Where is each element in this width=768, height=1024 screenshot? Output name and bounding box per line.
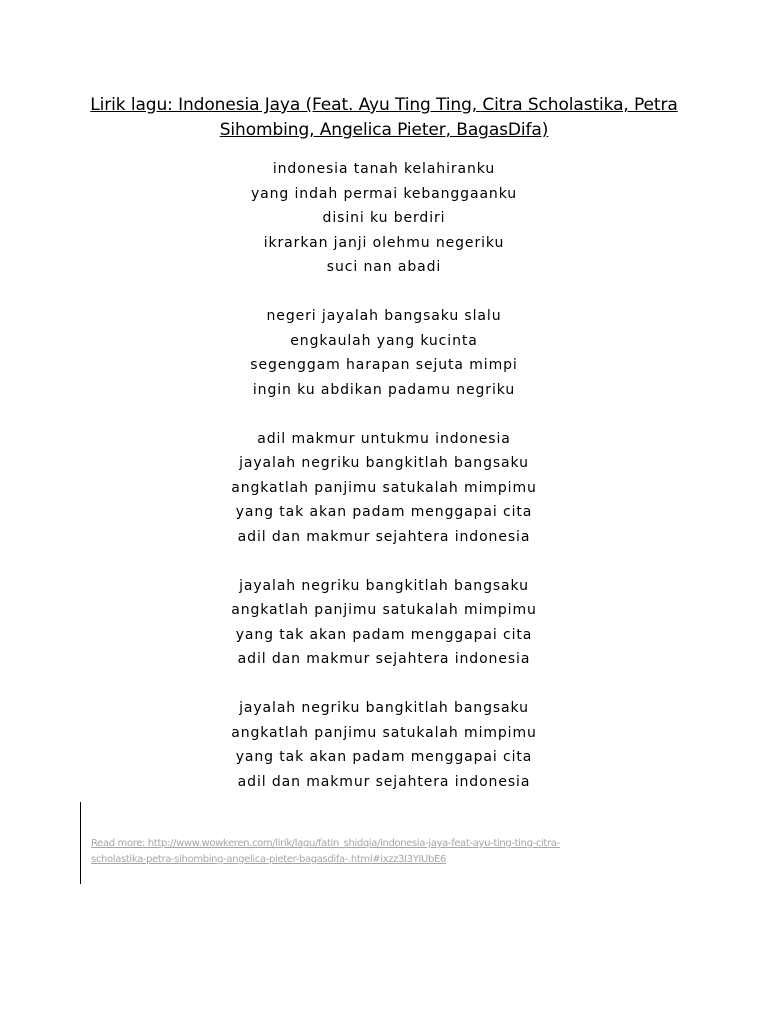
- lyric-line: angkatlah panjimu satukalah mimpimu: [231, 602, 537, 618]
- stanza: [84, 304, 684, 402]
- lyric-line: jayalah negriku bangkitlah bangsaku: [239, 577, 529, 594]
- lyric-line: suci nan abadi: [326, 259, 442, 275]
- lyric-line: negeri jayalah bangsaku slalu: [266, 308, 502, 324]
- lyric-line: yang tak akan padam menggapai cita: [235, 626, 533, 643]
- lyrics-body: [84, 157, 684, 819]
- stanza: [84, 574, 684, 672]
- lyric-line: ingin ku abdikan padamu negriku: [252, 381, 516, 398]
- read-more-line: scholastika-petra-sihombing-angelica-pieter-bagasdifa-.html#ixzz3I3YIUbE6: [91, 854, 446, 865]
- stanza: [84, 427, 684, 550]
- lyric-line: jayalah negriku bangkitlah bangsaku: [239, 455, 529, 471]
- lyric-line: yang tak akan padam menggapai cita: [235, 749, 533, 765]
- lyric-line: adil dan makmur sejahtera indonesia: [237, 651, 531, 667]
- read-more-link[interactable]: [91, 836, 691, 868]
- lyric-line: engkaulah yang kucinta: [290, 332, 478, 349]
- lyric-line: jayalah negriku bangkitlah bangsaku: [239, 700, 529, 716]
- stanza: [84, 696, 684, 794]
- read-more-line: Read more: http://www.wowkeren.com/lirik/lagu/fatin_shidqia/indonesia-jaya-feat-ayu-ting-ting-citra-: [91, 838, 560, 849]
- lyric-line: adil makmur untukmu indonesia: [257, 430, 511, 447]
- lyric-line: indonesia tanah kelahiranku: [272, 161, 496, 177]
- page-title: [60, 93, 708, 143]
- lyric-line: disini ku berdiri: [322, 210, 446, 226]
- lyric-line: angkatlah panjimu satukalah mimpimu: [231, 724, 537, 741]
- lyric-line: ikrarkan janji olehmu negeriku: [263, 234, 505, 251]
- lyric-line: angkatlah panjimu satukalah mimpimu: [231, 479, 537, 496]
- lyric-line: yang indah permai kebanggaanku: [250, 185, 518, 202]
- title-text: Lirik lagu: Indonesia Jaya (Feat. Ayu Ting Ting, Citra Scholastika, Petra Sihombing, Angelica Pieter, BagasDifa): [90, 95, 678, 140]
- lyric-line: adil dan makmur sejahtera indonesia: [237, 773, 531, 790]
- lyric-line: adil dan makmur sejahtera indonesia: [237, 528, 531, 545]
- stanza: [84, 157, 684, 280]
- lyric-line: yang tak akan padam menggapai cita: [235, 504, 533, 520]
- read-more-block: [80, 802, 560, 884]
- lyric-line: segenggam harapan sejuta mimpi: [250, 357, 518, 373]
